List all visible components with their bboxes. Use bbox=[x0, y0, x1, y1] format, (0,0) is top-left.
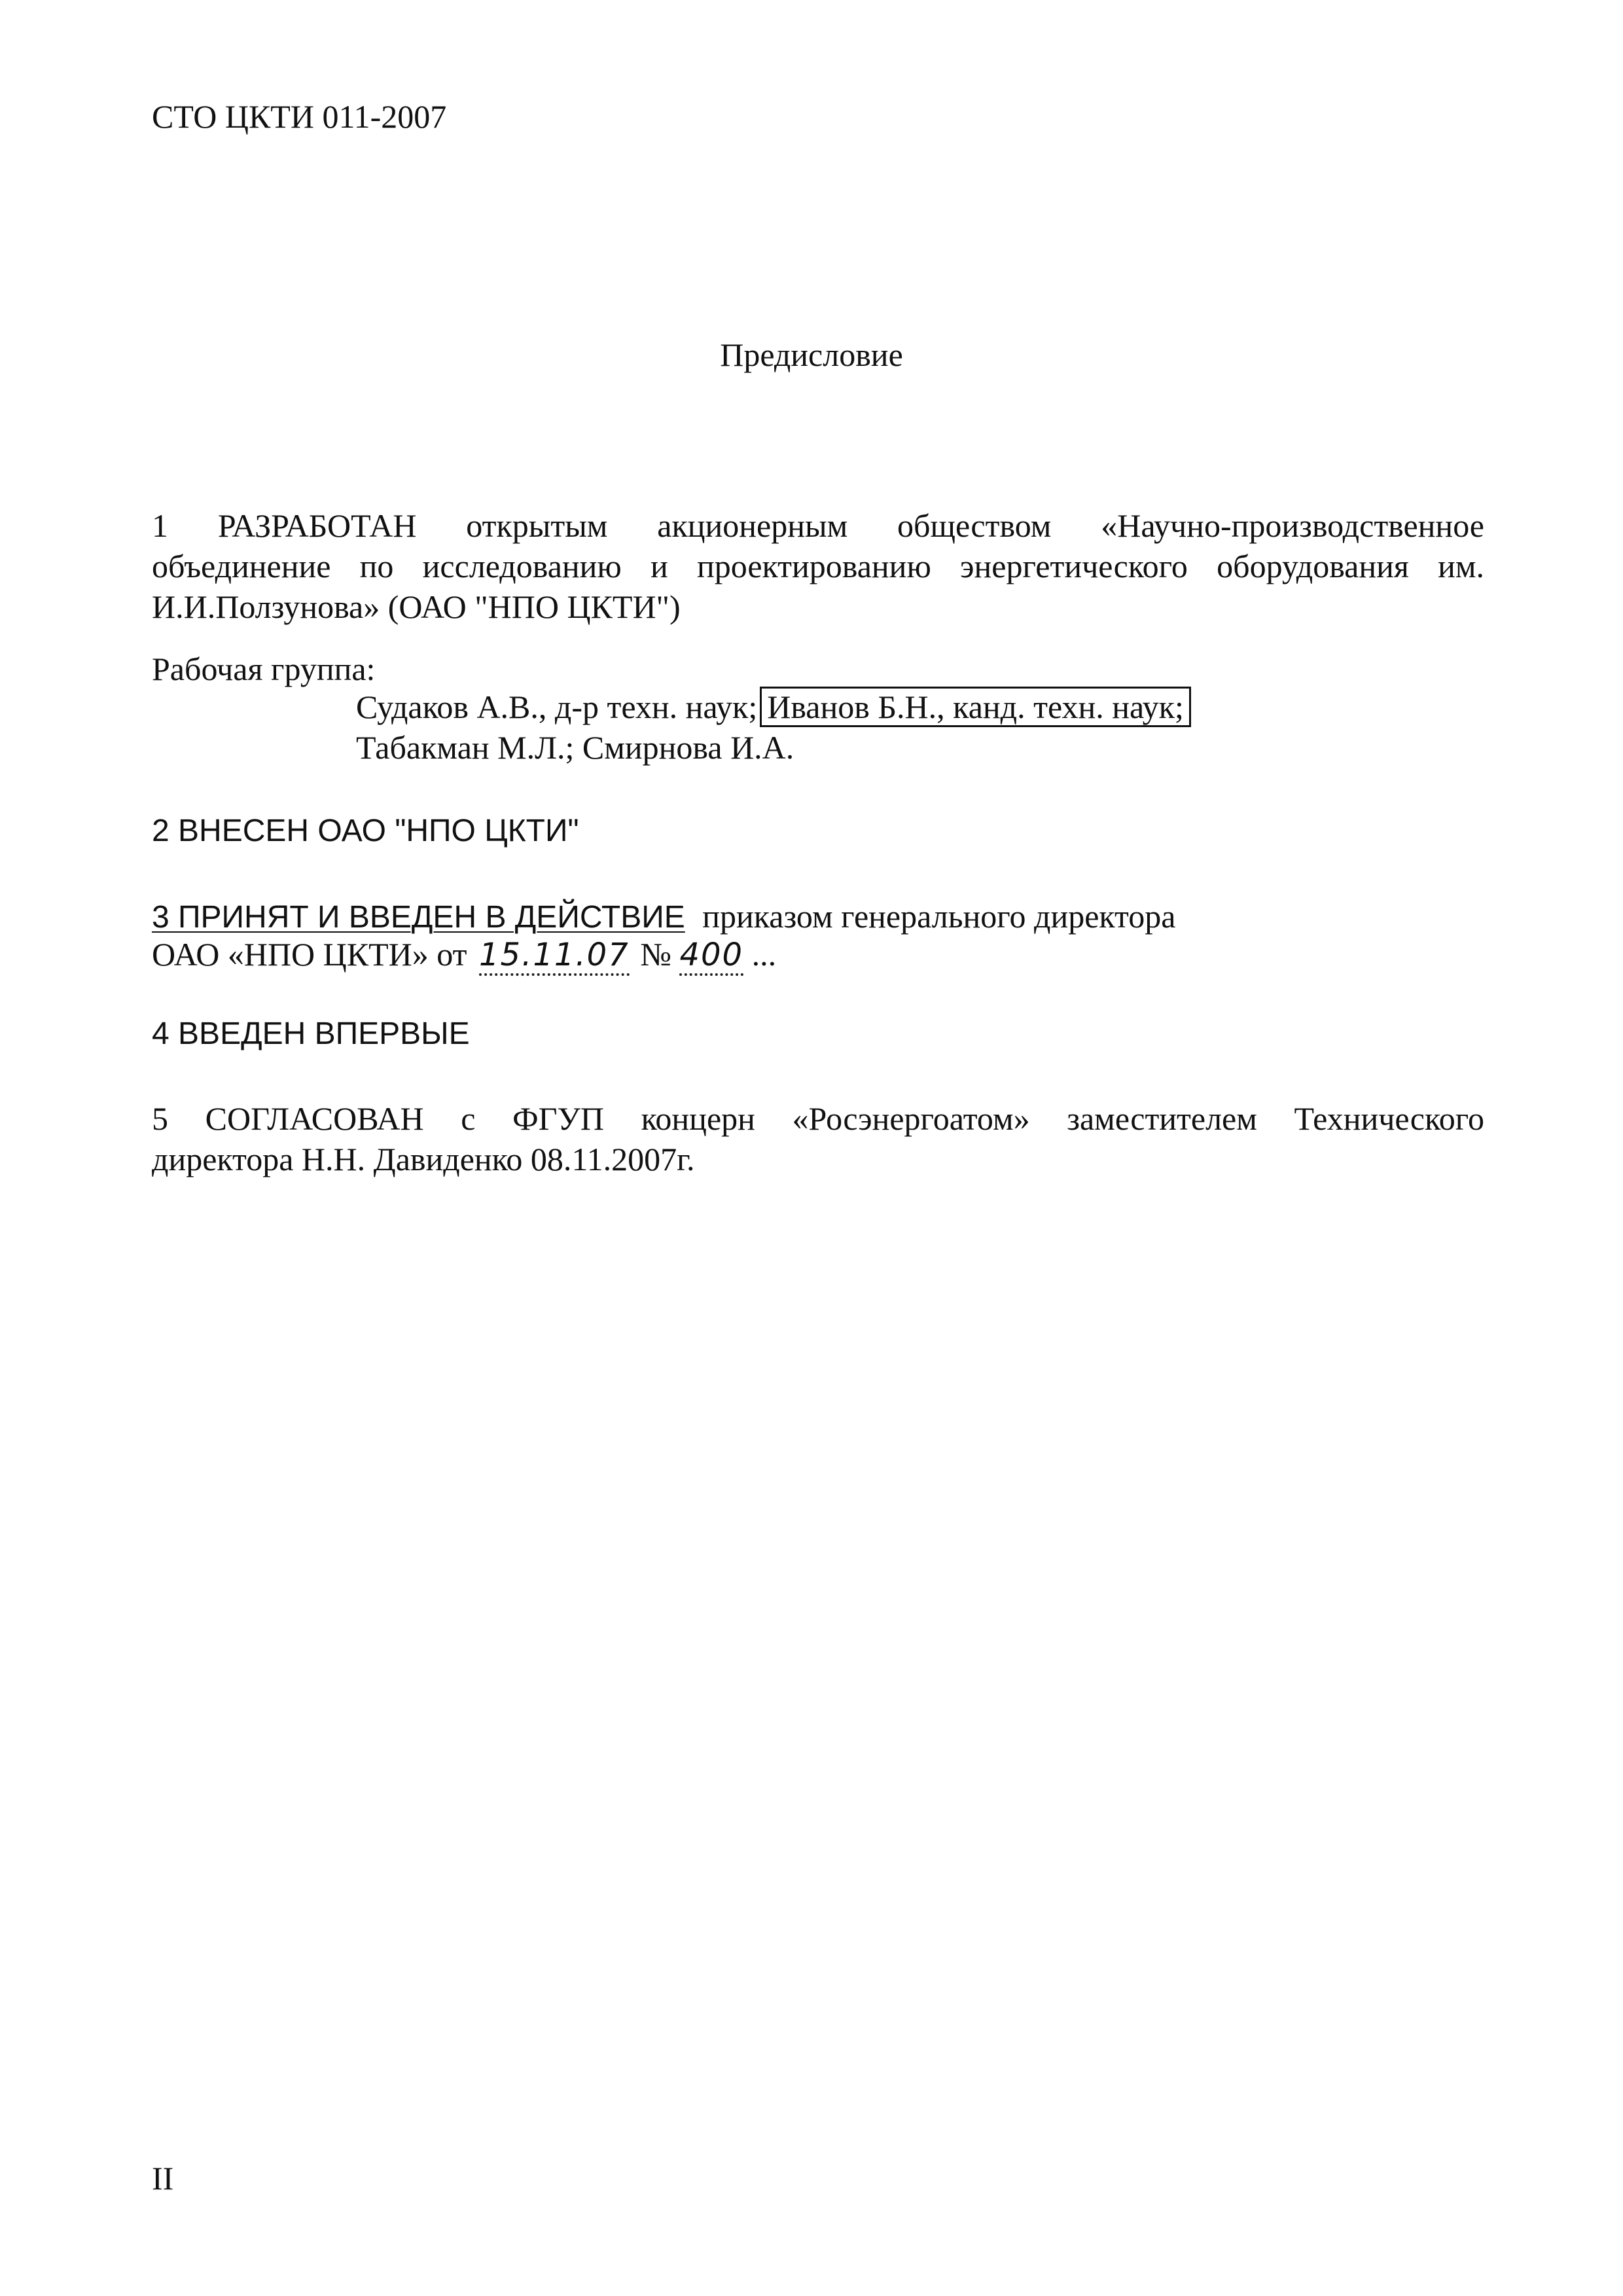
page-title: Предисловие bbox=[720, 336, 903, 373]
item-5-line-1: 5 СОГЛАСОВАН с ФГУП концерн «Росэнергоатом» заместителем Технического bbox=[152, 1100, 1484, 1137]
item-3-adopted-line-2 bbox=[152, 935, 776, 975]
item-2-introduced: 2 ВНЕСЕН ОАО "НПО ЦКТИ" bbox=[152, 814, 579, 848]
order-number-label: № bbox=[640, 936, 671, 973]
item-1-line-2: объединение по исследованию и проектированию энергетического оборудования им. bbox=[152, 548, 1484, 584]
item-1-line-3: И.И.Ползунова» (ОАО "НПО ЦКТИ") bbox=[152, 588, 681, 625]
document-code: СТО ЦКТИ 011-2007 bbox=[152, 98, 447, 135]
item-3-text-2: ОАО «НПО ЦКТИ» от bbox=[152, 936, 467, 973]
working-group-member-2-boxed: Иванов Б.Н., канд. техн. наук; bbox=[760, 687, 1191, 727]
item-3-adopted-line-1 bbox=[152, 897, 1175, 937]
item-3-heading: 3 ПРИНЯТ И ВВЕДЕН В ДЕЙСТВИЕ bbox=[152, 900, 685, 935]
order-number-handwritten: 400 bbox=[679, 937, 743, 976]
order-trailing-dots: ... bbox=[751, 936, 777, 973]
item-4-first-introduced: 4 ВВЕДЕН ВПЕРВЫЕ bbox=[152, 1016, 470, 1051]
item-5-agreed bbox=[152, 1098, 1484, 1179]
item-5-line-2: директора Н.Н. Давиденко 08.11.2007г. bbox=[152, 1141, 695, 1177]
working-group-members-line-2: Табакман М.Л.; Смирнова И.А. bbox=[356, 729, 794, 766]
page-number: II bbox=[152, 2160, 174, 2197]
working-group-label: Рабочая группа: bbox=[152, 651, 376, 687]
working-group-member-1: Судаков А.В., д-р техн. наук; bbox=[356, 689, 758, 725]
order-date-handwritten: 15.11.07 bbox=[479, 937, 630, 976]
working-group-members-line-1 bbox=[356, 687, 1191, 726]
item-1-developed bbox=[152, 505, 1484, 627]
item-1-line-1: 1 РАЗРАБОТАН открытым акционерным обществом «Научно-производственное bbox=[152, 507, 1484, 544]
item-3-text-1: приказом генерального директора bbox=[702, 898, 1176, 935]
